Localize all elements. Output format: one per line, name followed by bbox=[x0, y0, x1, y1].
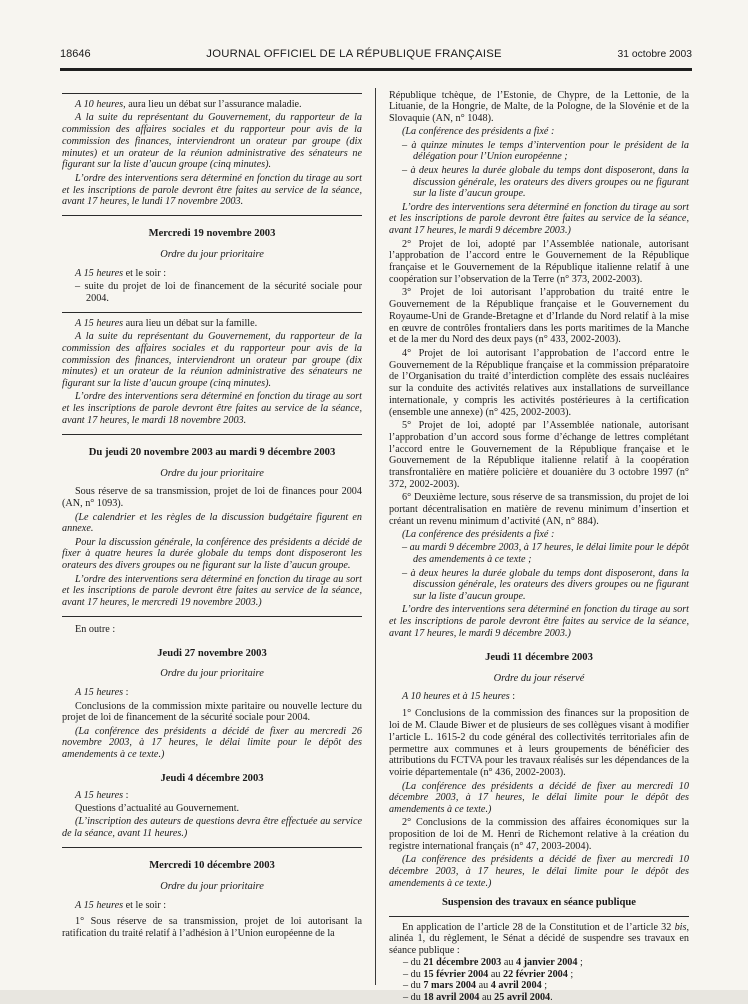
section-rule bbox=[389, 916, 689, 917]
left-column bbox=[62, 88, 362, 940]
time-lede: A 15 heures bbox=[75, 687, 124, 699]
paragraph-rest: : bbox=[509, 691, 516, 703]
paragraph-intervenants: A la suite du représentant du Gouvernement, du rapporteur de la commission des affaires sociales et du rapporteur pour avis de la commission des finances, interviendront un orateur par groupe (dix minutes) et un orateur de la réunion administrative des sénateurs ne figurant sur la liste d’aucun groupe (cinq minutes). bbox=[62, 330, 362, 390]
list-item-quinze-minutes: – à quinze minutes le temps d’intervention pour le président de la délégation pour l’Union européenne ; bbox=[402, 139, 689, 163]
order-subheading: Ordre du jour prioritaire bbox=[160, 248, 264, 260]
paragraph-horaire bbox=[62, 790, 362, 802]
paragraph-ordre-interventions: L’ordre des interventions sera déterminé en fonction du tirage au sort et les inscriptions de parole devront être faites au service de la séance, avant 17 heures, le mercredi 19 novembre 2003.) bbox=[62, 573, 362, 609]
paragraph-horaire bbox=[62, 268, 362, 280]
date-heading-10-decembre: Mercredi 10 décembre 2003 bbox=[149, 860, 275, 872]
suspension-date-range bbox=[389, 992, 689, 1004]
time-lede: A 15 heures bbox=[75, 317, 124, 329]
section-rule bbox=[62, 434, 362, 435]
range-post: ; bbox=[577, 956, 583, 968]
paragraph-item-6-revenu-minimum: 6° Deuxième lecture, sous réserve de sa transmission, du projet de loi portant décentralisation en matière de revenu minimum d’insertion et créant un revenu minimum d’activité (AN, n° 884). bbox=[389, 492, 689, 527]
paragraph-item-3-controles-frontaliers: 3° Projet de loi autorisant l’approbation du traité entre le Gouvernement de la République française et le Gouvernement du Royaume-Uni de Grande-Bretagne et d’Irlande du Nord relatif à la mise en œuvre de contrôles frontaliers dans les ports maritimes de la Manche et de la mer du Nord des deux pays (n° 433, 2002-2003). bbox=[389, 287, 689, 346]
date-heading-19-novembre: Mercredi 19 novembre 2003 bbox=[148, 228, 276, 240]
header-rule bbox=[60, 68, 692, 71]
range-end-date: 4 avril 2004 bbox=[490, 980, 542, 992]
order-subheading: Ordre du jour prioritaire bbox=[160, 467, 264, 479]
paragraph-rest: aura lieu un débat sur la famille. bbox=[123, 317, 258, 329]
paragraph-item-1-fctva: 1° Conclusions de la commission des finances sur la proposition de loi de M. Claude Biwer et de plusieurs de ses collègues visant à modifier l’article L. 1615-2 du code général des collectivités territoriales afin de permettre aux communes et à leurs groupements de bénéficier des attributions du FCTVA pour les travaux réalisés sur les dépendances de la voirie départementale (n° 436, 2002-2003). bbox=[389, 708, 689, 779]
range-end-date: 22 février 2004 bbox=[502, 968, 568, 980]
paragraph-en-outre: En outre : bbox=[75, 623, 116, 635]
intro-end: , alinéa 1, du règlement, le Sénat a décidé de suspendre ses travaux en séance publique : bbox=[389, 921, 689, 957]
intro-bis: bis bbox=[674, 921, 687, 933]
paragraph-calendrier: (Le calendrier et les règles de la discussion budgétaire figurent en annexe. bbox=[62, 511, 362, 535]
range-post: . bbox=[550, 992, 553, 1004]
paragraph-horaire bbox=[62, 900, 362, 912]
paragraph-rest: aura lieu un débat sur l’assurance maladie. bbox=[125, 99, 302, 110]
list-item-delai-amendements: – au mardi 9 décembre 2003, à 17 heures, le délai limite pour le dépôt des amendements à ce texte ; bbox=[402, 542, 689, 566]
paragraph-item-2-observation-terre: 2° Projet de loi, adopté par l’Assemblée nationale, autorisant l’approbation de l’accord entre le Gouvernement de la République française et le Gouvernement de la République italienne relatif à une coopération sur l’observation de la Terre (n° 373, 2002-2003). bbox=[389, 238, 689, 285]
paragraph-conference-fixe: (La conférence des présidents a fixé : bbox=[402, 529, 555, 541]
column-divider bbox=[375, 88, 376, 985]
intro-start: En application de l’article 28 de la Constitution et de l’article 32 bbox=[402, 921, 675, 933]
paragraph-rest: : bbox=[123, 789, 129, 801]
range-start-date: 7 mars 2004 bbox=[423, 980, 477, 992]
paragraph-questions-actualite: Questions d’actualité au Gouvernement. bbox=[75, 803, 240, 815]
date-heading-11-decembre: Jeudi 11 décembre 2003 bbox=[485, 651, 593, 663]
suspension-date-range bbox=[389, 957, 689, 969]
paragraph-item-4-essais-nucleaires: 4° Projet de loi autorisant l’approbation de l’accord entre le Gouvernement de la République française et la commission préparatoire de l’Organisation du traité d’interdiction complète des essais nucléaires sur la conduite des activités relatives aux installations de surveillance internationale, y compris les activités postérieures à la certification (ensemble une annexe) (n° 425, 2002-2003). bbox=[389, 347, 689, 418]
paragraph-delai-amendements: (La conférence des présidents a décidé de fixer au mercredi 10 décembre 2003, à 17 heures, le délai limite pour le dépôt des amendements à ce texte.) bbox=[389, 854, 689, 889]
order-subheading-reserve: Ordre du jour réservé bbox=[493, 672, 585, 684]
paragraph-horaire bbox=[62, 687, 362, 699]
paragraph-delai-amendements: (La conférence des présidents a décidé de fixer au mercredi 26 novembre 2003, à 17 heures, le délai limite pour le dépôt des amendements à ce texte.) bbox=[62, 725, 362, 761]
range-pre: – du bbox=[403, 956, 424, 968]
paragraph-horaire bbox=[389, 691, 689, 703]
range-start-date: 15 février 2004 bbox=[423, 968, 489, 980]
section-rule bbox=[62, 312, 362, 313]
paragraph-conference-fixe: (La conférence des présidents a fixé : bbox=[402, 126, 555, 138]
order-subheading: Ordre du jour prioritaire bbox=[160, 668, 264, 680]
list-item-deux-heures: – à deux heures la durée globale du temps dont disposeront, dans la discussion générale, les orateurs des divers groupes ou ne figurant sur la liste d’aucun groupe. bbox=[402, 164, 689, 200]
range-pre: – du bbox=[403, 980, 424, 992]
paragraph-rest: : bbox=[123, 687, 129, 699]
paragraph-ordre-interventions: L’ordre des interventions sera déterminé en fonction du tirage au sort et les inscriptions de parole devront être faites au service de la séance, avant 17 heures, le mardi 9 décembre 2003.) bbox=[389, 604, 689, 640]
paragraph-item-5-cooperation-transfrontaliere: 5° Projet de loi, adopté par l’Assemblée nationale, autorisant l’approbation d’un accord sous forme d’échange de lettres complétant l’accord entre le Gouvernement de la République française et le Gouvernement de la République italienne relatif à la coopération transfrontalière en matière policière et douanière du 3 octobre 1997 (n° 372, 2002-2003). bbox=[389, 420, 689, 490]
paragraph-loi-finances: Sous réserve de sa transmission, projet de loi de finances pour 2004 (AN, n° 1093). bbox=[62, 486, 362, 510]
time-lede: A 10 heures, bbox=[75, 99, 126, 110]
paragraph-inscription-auteurs: (L’inscription des auteurs de questions devra être effectuée au service de la séance, avant 11 heures.) bbox=[62, 816, 362, 840]
paragraph-ordre-interventions: L’ordre des interventions sera déterminé en fonction du tirage au sort et les inscriptions de parole devront être faites au service de la séance, avant 17 heures, le mardi 18 novembre 2003. bbox=[62, 391, 362, 427]
time-lede: A 10 heures et à 15 heures bbox=[402, 691, 510, 703]
page-number: 18646 bbox=[60, 48, 91, 60]
range-end-date: 4 janvier 2004 bbox=[516, 956, 578, 968]
date-heading-20-novembre-9-decembre: Du jeudi 20 novembre 2003 au mardi 9 décembre 2003 bbox=[88, 446, 336, 458]
range-mid: au bbox=[476, 980, 491, 992]
range-post: ; bbox=[567, 968, 574, 980]
paragraph-intervenants: A la suite du représentant du Gouvernement, du rapporteur de la commission des affaires sociales et du rapporteur pour avis de la commission des finances, interviendront un orateur par groupe (dix minutes) et un orateur de la réunion administrative des sénateurs ne figurant sur la liste d’aucun groupe (cinq minutes). bbox=[62, 112, 362, 171]
range-start-date: 21 décembre 2003 bbox=[423, 956, 502, 968]
range-start-date: 18 avril 2004 bbox=[423, 992, 480, 1004]
section-rule bbox=[62, 847, 362, 848]
section-rule bbox=[62, 93, 362, 94]
paragraph-ordre-interventions: L’ordre des interventions sera déterminé en fonction du tirage au sort et les inscriptions de parole devront être faites au service de la séance, avant 17 heures, le lundi 17 novembre 2003. bbox=[62, 172, 362, 208]
paragraph-continuation-pays: République tchèque, de l’Estonie, de Chypre, de la Lettonie, de la Lituanie, de la Hongrie, de Malte, de la Pologne, de la Slovénie et de la Slovaquie (AN, n° 1048). bbox=[389, 89, 689, 125]
time-lede: A 15 heures bbox=[75, 899, 124, 911]
range-end-date: 25 avril 2004 bbox=[494, 992, 551, 1004]
section-rule bbox=[62, 616, 362, 617]
paragraph-delai-amendements: (La conférence des présidents a décidé de fixer au mercredi 10 décembre 2003, à 17 heures, le délai limite pour le dépôt des amendements à ce texte.) bbox=[389, 780, 689, 816]
heading-suspension-travaux: Suspension des travaux en séance publique bbox=[442, 896, 636, 908]
paragraph-rest: et le soir : bbox=[123, 267, 167, 279]
range-mid: au bbox=[501, 956, 516, 968]
paragraph-debat-assurance-maladie bbox=[62, 99, 362, 111]
paragraph-suspension-intro bbox=[389, 922, 689, 957]
date-heading-27-novembre: Jeudi 27 novembre 2003 bbox=[157, 647, 267, 659]
paragraph-discussion-generale: Pour la discussion générale, la conférence des présidents a décidé de fixer à quatre heures la durée globale du temps dont disposeront les orateurs des divers groupes ou ne figurant sur la liste d’aucun groupe. bbox=[62, 536, 362, 572]
paragraph-debat-famille bbox=[62, 318, 362, 330]
range-mid: au bbox=[488, 968, 503, 980]
range-pre: – du bbox=[403, 968, 424, 980]
paragraph-item-2-registre-international: 2° Conclusions de la commission des affaires économiques sur la proposition de loi de M. Henri de Richemont relative à la création du registre international français (n° 47, 2003-2004). bbox=[389, 817, 689, 853]
journal-title: JOURNAL OFFICIEL DE LA RÉPUBLIQUE FRANÇAISE bbox=[206, 48, 502, 60]
paragraph-rest: et le soir : bbox=[123, 899, 167, 911]
order-subheading: Ordre du jour prioritaire bbox=[160, 880, 264, 892]
range-mid: au bbox=[479, 992, 495, 1004]
time-lede: A 15 heures bbox=[75, 789, 124, 801]
agenda-item: – suite du projet de loi de financement de la sécurité sociale pour 2004. bbox=[75, 281, 362, 304]
paragraph-ordre-interventions: L’ordre des interventions sera déterminé en fonction du tirage au sort et les inscriptions de parole devront être faites au service de la séance, avant 17 heures, le mardi 9 décembre 2003.) bbox=[389, 201, 689, 237]
right-column bbox=[389, 88, 689, 1004]
suspension-date-range bbox=[389, 969, 689, 981]
date-heading-4-decembre: Jeudi 4 décembre 2003 bbox=[160, 773, 264, 785]
list-item-deux-heures: – à deux heures la durée globale du temps dont disposeront, dans la discussion générale, les orateurs des divers groupes ou ne figurant sur la liste d’aucun groupe. bbox=[402, 567, 689, 603]
suspension-date-range bbox=[389, 980, 689, 992]
section-rule bbox=[62, 215, 362, 216]
paragraph-conclusions-cmp: Conclusions de la commission mixte paritaire ou nouvelle lecture du projet de loi de financement de la sécurité sociale pour 2004. bbox=[62, 700, 362, 724]
range-pre: – du bbox=[403, 992, 424, 1004]
time-lede: A 15 heures bbox=[75, 267, 124, 279]
range-post: ; bbox=[541, 980, 548, 992]
page-header bbox=[60, 48, 692, 60]
journal-date: 31 octobre 2003 bbox=[617, 49, 692, 60]
paragraph-item-1-ratification: 1° Sous réserve de sa transmission, projet de loi autorisant la ratification du traité relatif à l’adhésion à l’Union européenne de la bbox=[62, 916, 362, 940]
